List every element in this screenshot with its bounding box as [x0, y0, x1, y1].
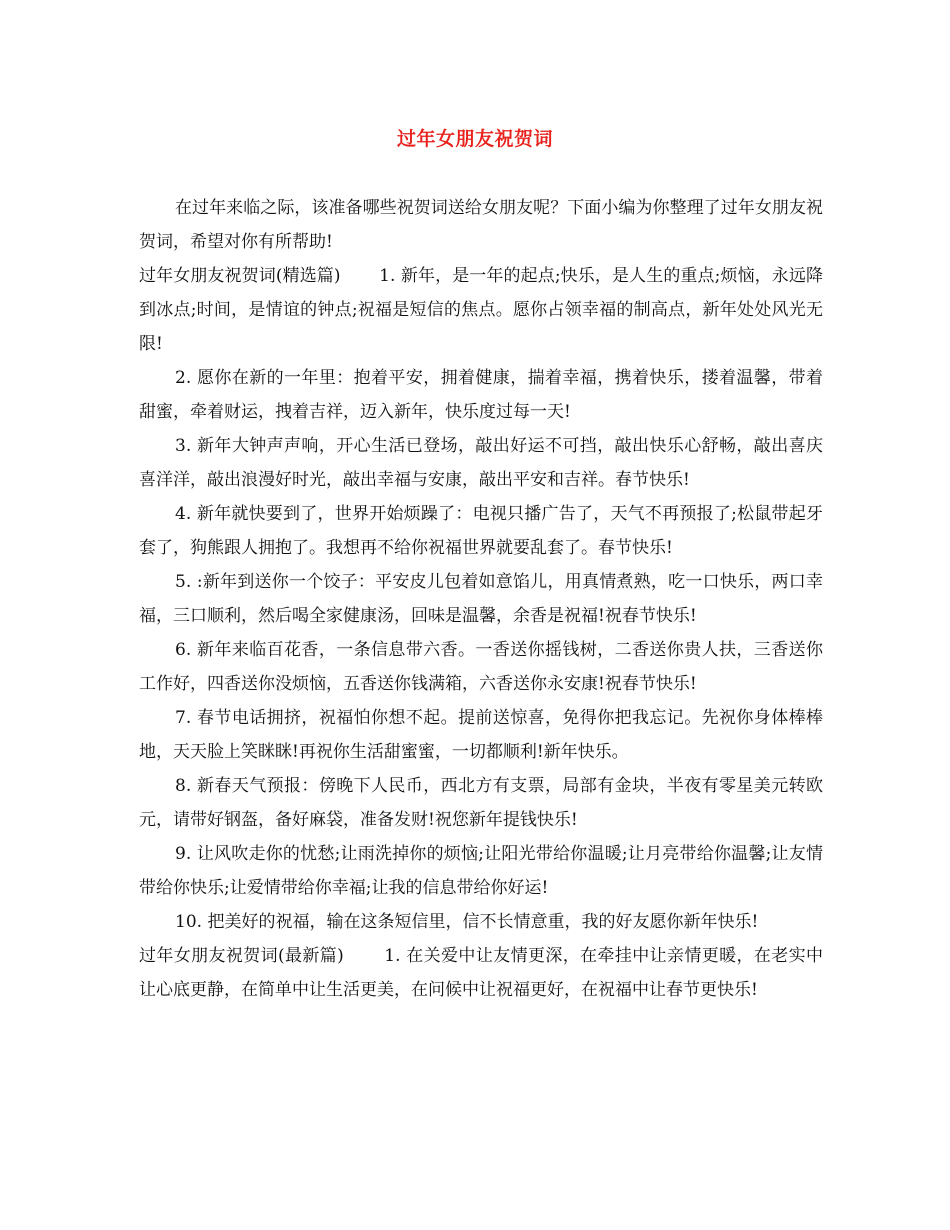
- section1-item-7: 7. 春节电话拥挤，祝福怕你想不起。提前送惊喜，免得你把我忘记。先祝你身体棒棒地，天天脸上笑眯眯!再祝你生活甜蜜蜜，一切都顺利!新年快乐。: [139, 708, 823, 762]
- section2-first-paragraph: [139, 939, 823, 1007]
- section1-item-6: 6. 新年来临百花香，一条信息带六香。一香送你摇钱树，二香送你贵人扶，三香送你工作好，四香送你没烦恼，五香送你钱满箱，六香送你永安康!祝春节快乐!: [139, 640, 823, 694]
- section1-item-9: 9. 让风吹走你的忧愁;让雨洗掉你的烦恼;让阳光带给你温暖;让月亮带给你温馨;让友情带给你快乐;让爱情带给你幸福;让我的信息带给你好运!: [139, 844, 823, 898]
- section2-label: 过年女朋友祝贺词(最新篇): [139, 946, 344, 966]
- intro-paragraph: 在过年来临之际，该准备哪些祝贺词送给女朋友呢？下面小编为你整理了过年女朋友祝贺词，希望对你有所帮助!: [139, 198, 823, 252]
- section2-gap: [344, 946, 384, 966]
- section1-item-5: 5. :新年到送你一个饺子：平安皮儿包着如意馅儿，用真情煮熟，吃一口快乐，两口幸福，三口顺利，然后喝全家健康汤，回味是温馨，余香是祝福!祝春节快乐!: [139, 572, 823, 626]
- section1-item-4: 4. 新年就快要到了，世界开始烦躁了：电视只播广告了，天气不再预报了;松鼠带起牙套了，狗熊跟人拥抱了。我想再不给你祝福世界就要乱套了。春节快乐!: [139, 504, 823, 558]
- section1-label: 过年女朋友祝贺词(精选篇): [139, 266, 341, 286]
- section1-item-8: 8. 新春天气预报：傍晚下人民币，西北方有支票，局部有金块，半夜有零星美元转欧元，请带好钢盔，备好麻袋，准备发财!祝您新年提钱快乐!: [139, 776, 823, 830]
- section1-gap: [341, 266, 380, 286]
- section2-item-1: 1. 在关爱中让友情更深，在牵挂中让亲情更暖，在老实中让心底更静，在简单中让生活更美，在问候中让祝福更好，在祝福中让春节更快乐!: [139, 946, 824, 1000]
- section1-first-paragraph: [139, 259, 823, 361]
- document-title: 过年女朋友祝贺词: [396, 128, 553, 150]
- document-body: [139, 191, 823, 1007]
- section1-item-2: 2. 愿你在新的一年里：抱着平安，拥着健康，揣着幸福，携着快乐，搂着温馨，带着甜蜜，牵着财运，拽着吉祥，迈入新年，快乐度过每一天!: [139, 368, 823, 422]
- section1-item-1: 1. 新年，是一年的起点;快乐，是人生的重点;烦恼，永远降到冰点;时间，是情谊的钟点;祝福是短信的焦点。愿你占领幸福的制高点，新年处处风光无限!: [139, 266, 824, 354]
- section1-item-10: 10. 把美好的祝福，输在这条短信里，信不长情意重，我的好友愿你新年快乐!: [175, 912, 759, 932]
- section1-item-3: 3. 新年大钟声声响，开心生活已登场，敲出好运不可挡，敲出快乐心舒畅，敲出喜庆喜洋洋，敲出浪漫好时光，敲出幸福与安康，敲出平安和吉祥。春节快乐!: [139, 436, 823, 490]
